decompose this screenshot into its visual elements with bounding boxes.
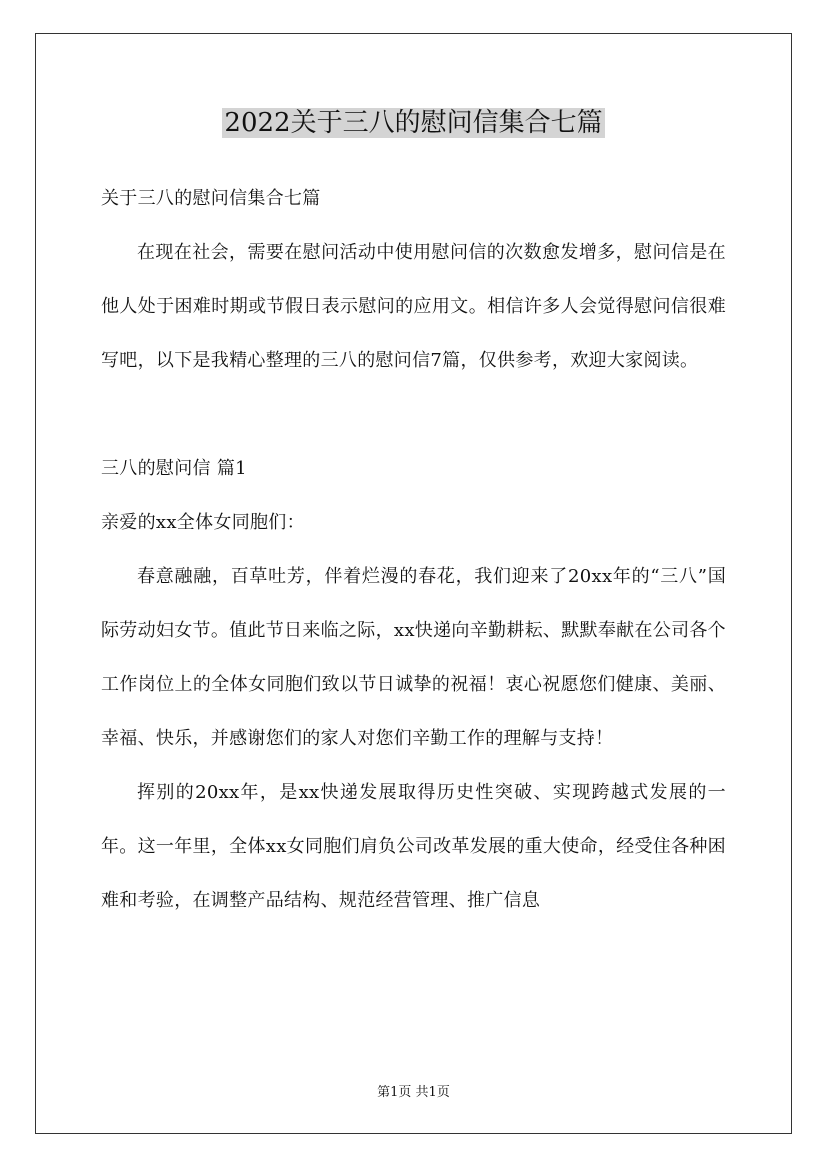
page-footer: 第1页 共1页: [377, 1085, 450, 1100]
salutation: 亲爱的xx全体女同胞们：: [101, 512, 305, 533]
subtitle: 关于三八的慰问信集合七篇: [101, 188, 321, 209]
document-title-text: 2022关于三八的慰问信集合七篇: [224, 108, 603, 138]
body-paragraph-2: 挥别的20xx年，是xx快递发展取得历史性突破、实现跨越式发展的一年。这一年里，全体xx女同胞们肩负公司改革发展的重大使命，经受住各种困难和考验，在调整产品结构、规范经营管理、推广信息: [101, 782, 726, 911]
intro-paragraph: 在现在社会，需要在慰问活动中使用慰问信的次数愈发增多，慰问信是在他人处于困难时期或节假日表示慰问的应用文。相信许多人会觉得慰问信很难写吧，以下是我精心整理的三八的慰问信7篇，仅供参考，欢迎大家阅读。: [101, 242, 726, 371]
paragraph-gap: [101, 388, 726, 442]
document-title: [0, 103, 827, 143]
document-body: [101, 172, 726, 928]
body-paragraph-1: 春意融融，百草吐芳，伴着烂漫的春花，我们迎来了20xx年的“三八”国际劳动妇女节。值此节日来临之际，xx快递向辛勤耕耘、默默奉献在公司各个工作岗位上的全体女同胞们致以节日诚挚的祝福！衷心祝愿您们健康、美丽、幸福、快乐，并感谢您们的家人对您们辛勤工作的理解与支持！: [101, 566, 726, 749]
section-heading: 三八的慰问信 篇1: [101, 458, 247, 479]
